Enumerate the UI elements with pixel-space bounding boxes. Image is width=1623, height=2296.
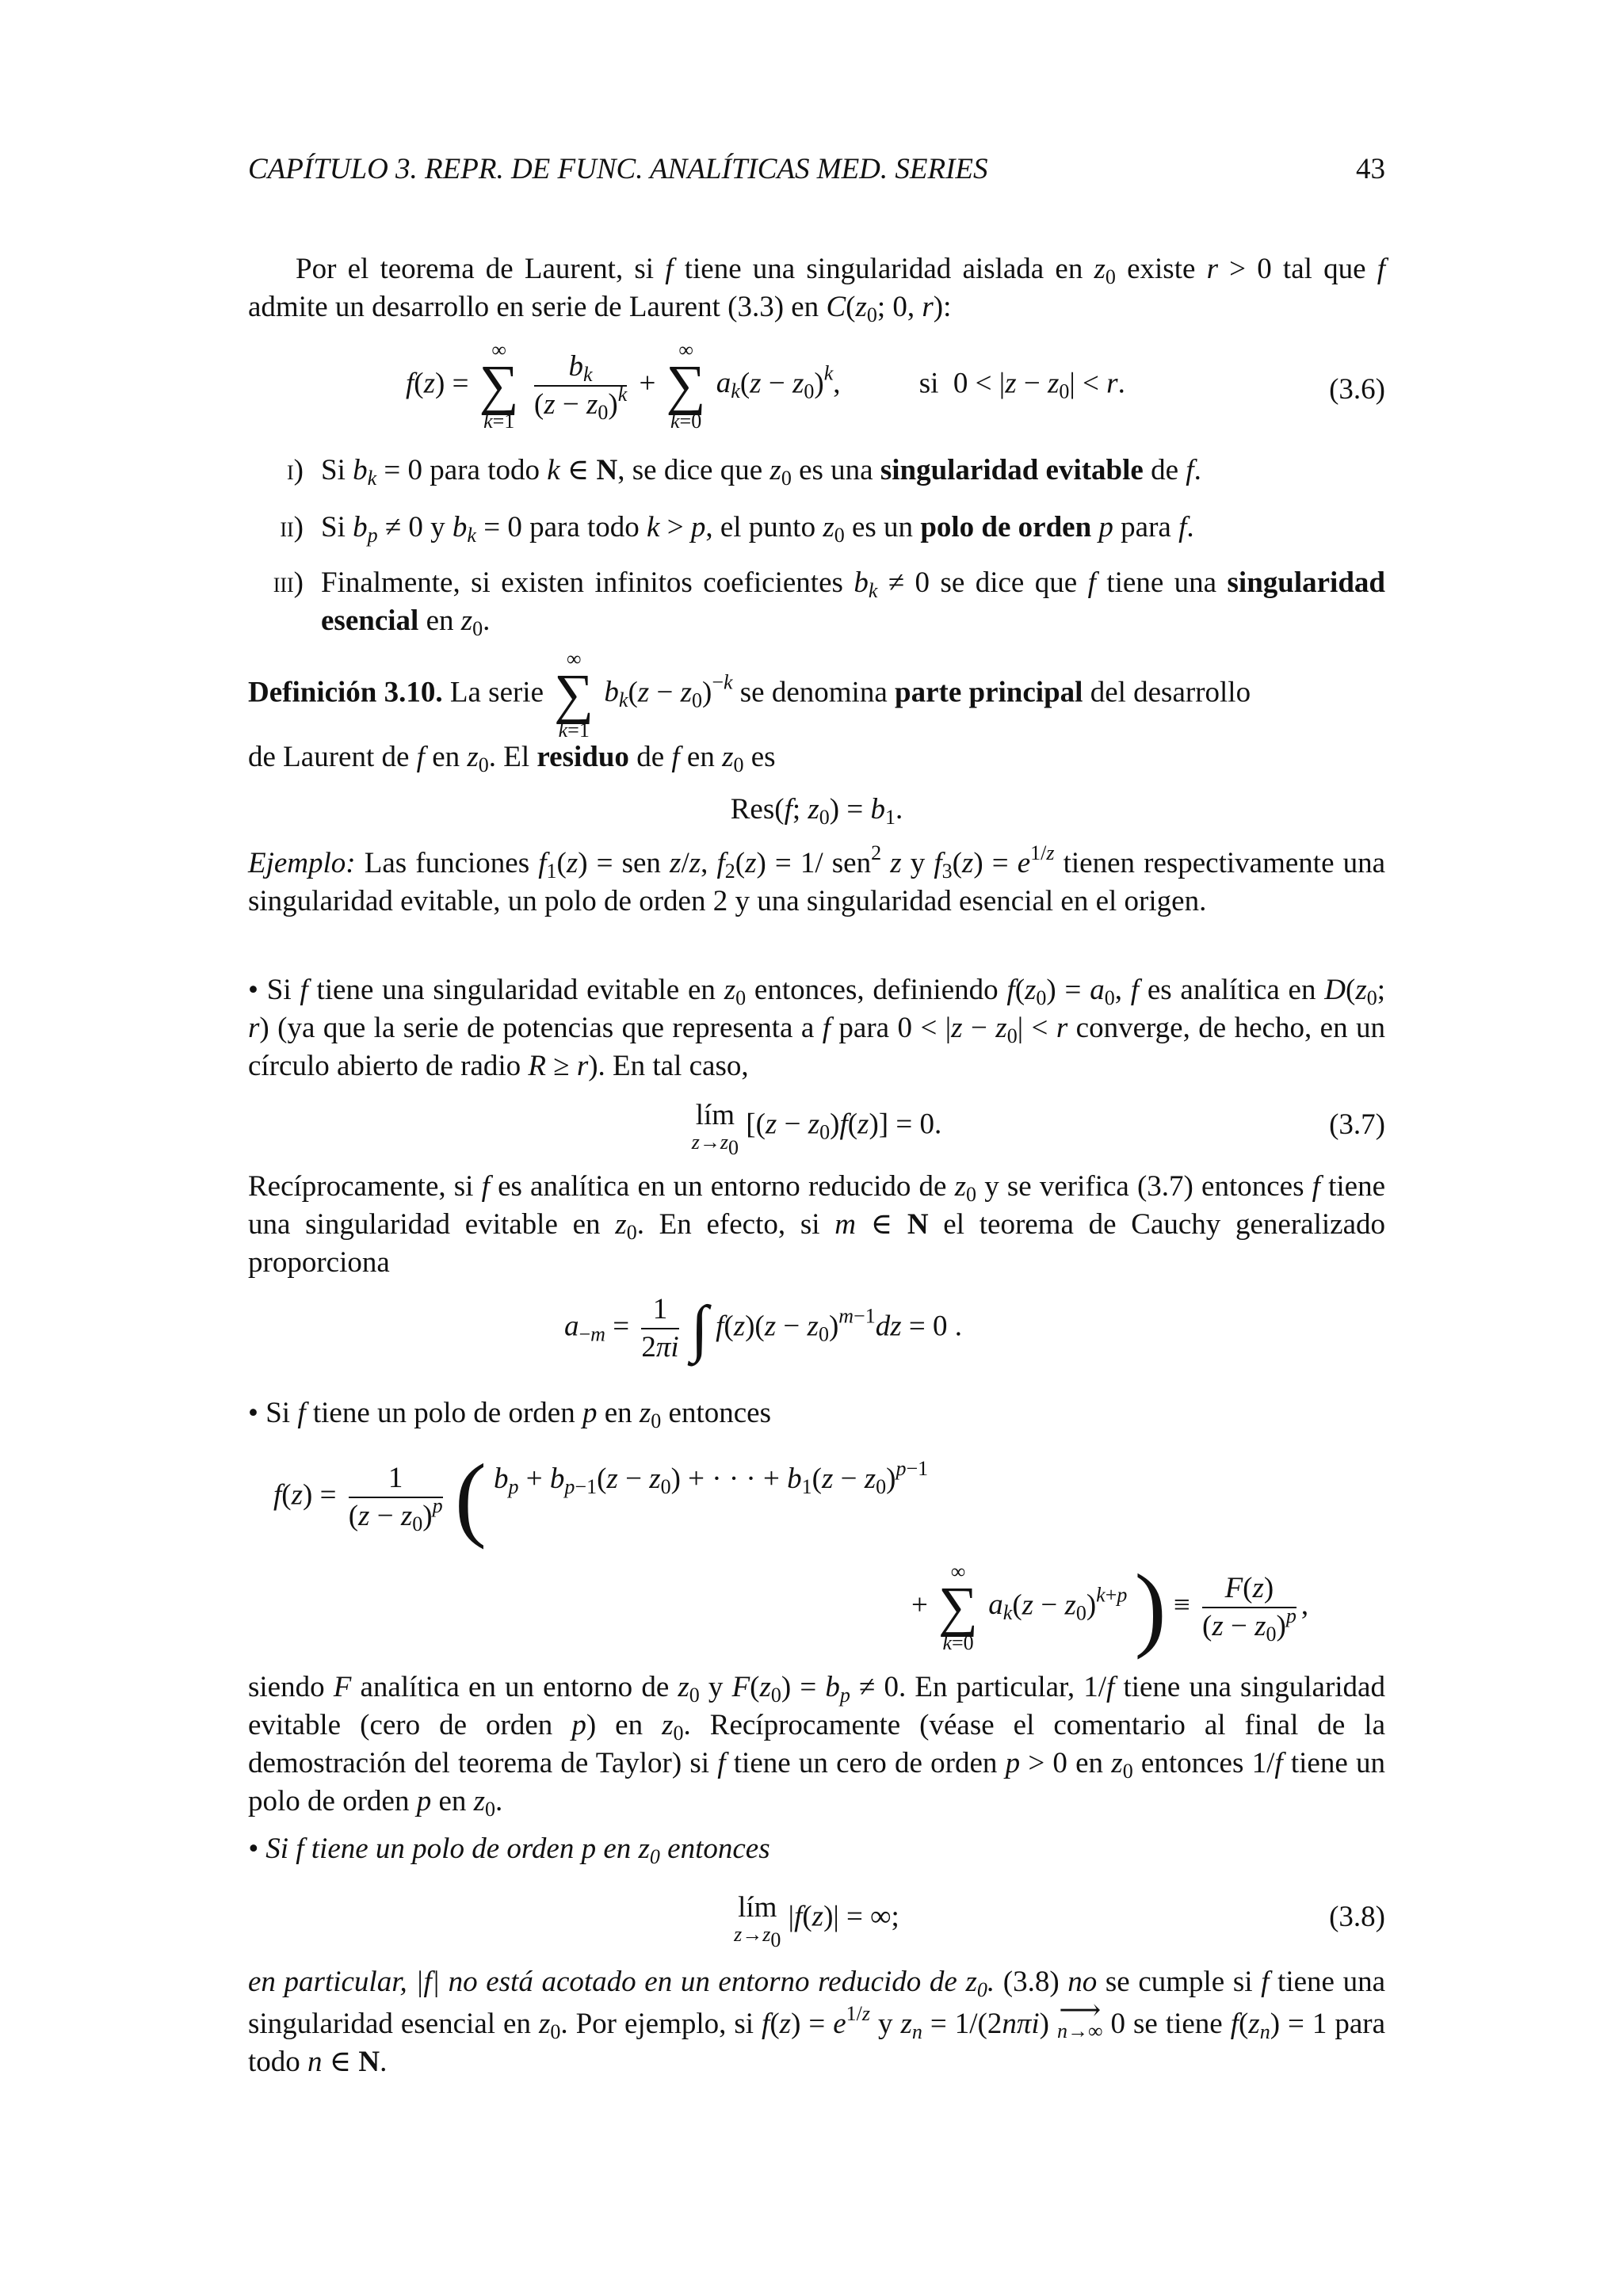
bullet-evitable: • Si f tiene una singularidad evitable en $z_0$ entonces, definiendo $f(z_0) = a_0$, f es analítica en $D(z_0$; r) (ya que la serie de potencias que representa a f para $0 < |z - z_0| < r$ converge, de hecho, en un círculo abierto de radio R ≥ r). En tal caso, (248, 974, 1386, 1082)
example-paragraph: Ejemplo: Las funciones $f_1(z)$ = sen z/z, $f_2(z) = 1/$ sen$^2$ z y $f_3(z) = e^{1/z}$ tienen respectivamente una singularidad evitable, un polo de orden 2 y una singularidad esencial en el origen. (248, 841, 1386, 917)
equation-coefficient-integral: $a_{-m}$ = $\frac{1}{2\pi i}$ ∫ $f(z)(z - z_0)^{m-1}dz = 0$ . (564, 1293, 962, 1363)
equation-3-6: f(z) = ∞ ∑ k=1 $\frac{b_k}{(z - z_0)^k}$ + ∞ ∑ k=0 $a_k(z - z_0)^k$, si $0 < |z - z_0| < r$. (406, 338, 1125, 433)
definition-continued: de Laurent de f en $z_0$. El residuo de f en $z_0$ es (248, 741, 776, 776)
equation-number-3-6: (3.6) (1329, 373, 1385, 406)
paragraph-final: en particular, |f| no está acotado en un entorno reducido de $z_0$. (3.8) no se cumple si f tiene una singularidad esencial en $z_0$. Por ejemplo, si $f(z) = e^{1/z}$ y $z_n = 1/(2n\pi i)$ ⟶ n→∞ 0 se tiene $f(z_n) = 1$ para todo n ∈ N. (248, 1966, 1386, 2078)
bullet-polo-italic: • Si f tiene un polo de orden p en $z_0$ entonces (248, 1833, 770, 1868)
running-title: CAPÍTULO 3. REPR. DE FUNC. ANALÍTICAS MED. SERIES (248, 153, 988, 185)
sum-operator: ∞ ∑ k=0 (666, 338, 706, 433)
residue-formula: Res(f; $z_0) = b_1$. (730, 793, 903, 829)
equation-pole-expansion-line1: f(z) = $\frac{1}{(z - z_0)^p}$ ( $b_p + b_{p-1}(z - z_0)$ + · · · + $b_1(z - z_0)^{p-1}$ (273, 1444, 929, 1550)
list-label: iii) (273, 566, 304, 599)
definition-3-10: Definición 3.10. La serie ∞ ∑ k=1 $b_k(z - z_0)^{-k}$ se denomina parte principal del desarrollo (248, 647, 1251, 742)
sum-operator: ∞ ∑ k=1 (554, 647, 594, 742)
list-label: ii) (280, 511, 304, 543)
list-label: i) (287, 454, 304, 486)
bullet-polo: • Si f tiene un polo de orden p en $z_0$ entonces (248, 1397, 771, 1432)
paragraph-reciprocamente: Recíprocamente, si f es analítica en un entorno reducido de $z_0$ y se verifica (3.7) entonces f tiene una singularidad evitable en $z_0$. En efecto, si m ∈ N el teorema de Cauchy generalizado proporciona (248, 1170, 1386, 1279)
equation-pole-expansion-line2: + ∞ ∑ k=0 $a_k(z - z_0)^{k+p}$ ) ≡ $\frac{F(z)}{(z - z_0)^p}$ , (911, 1554, 1309, 1660)
equation-number-3-8: (3.8) (1329, 1901, 1385, 1933)
sum-operator: ∞ ∑ k=1 (479, 338, 519, 433)
equation-3-8: lím $z\to z_0$ |f(z)| = ∞; (734, 1891, 899, 1951)
paragraph-siendo: siendo F analítica en un entorno de $z_0$ y $F(z_0) = b_p \ne 0$. En particular, 1/f tiene una singularidad evitable (cero de orden p) en $z_0$. Recíprocamente (véase el comentario al final de la demostración del teorema de Taylor) si f tiene un cero de orden p > 0 en $z_0$ entonces 1/f tiene un polo de orden p en $z_0$. (248, 1671, 1386, 1821)
paragraph-laurent: Por el teorema de Laurent, si f tiene una singularidad aislada en $z_0$ existe r > 0 tal que f admite un desarrollo en serie de Laurent (3.3) en $C(z_0$; 0, r): (248, 253, 1385, 326)
equation-number-3-7: (3.7) (1329, 1108, 1385, 1141)
page-number: 43 (1356, 153, 1385, 185)
definition-label: Definición 3.10. (248, 676, 443, 709)
sum-operator: ∞ ∑ k=0 (938, 1560, 979, 1654)
example-label: Ejemplo: (248, 847, 356, 879)
equation-3-7: lím $z\to z_0$ $[(z - z_0)f(z)] = 0$. (691, 1099, 942, 1159)
